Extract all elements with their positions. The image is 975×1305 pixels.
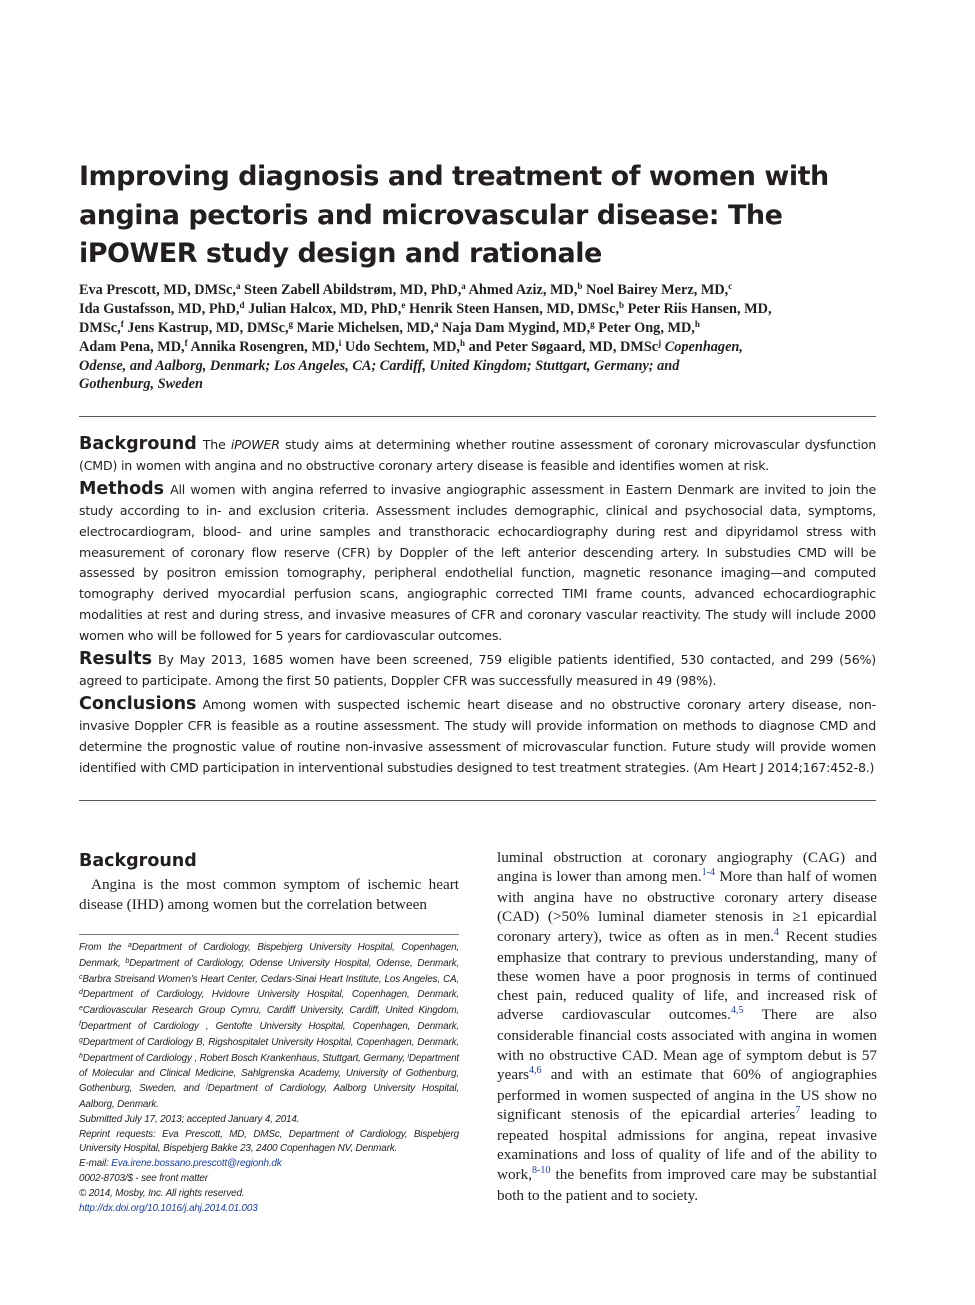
- reference-link[interactable]: 4: [774, 926, 780, 938]
- abstract-methods-heading: Methods: [79, 478, 165, 499]
- affiliation-line-2: Gothenburg, Sweden: [79, 376, 203, 392]
- issn-line: 0002-8703/$ - see front matter: [79, 1172, 208, 1184]
- affiliation-marker: i: [407, 1052, 409, 1060]
- author-line-2: [79, 300, 879, 319]
- abstract-methods: [79, 479, 876, 647]
- email-line: [79, 1157, 459, 1172]
- footnote-text: From the: [79, 942, 129, 953]
- footnote-text: Department of Cardiology, Bispebjerg University Hospital, Copenhagen, Denmark,: [79, 942, 460, 969]
- author-name: Noel Bairey Merz, MD,: [586, 282, 729, 298]
- footnote-text: Department of Cardiology, Odense University Hospital, Odense, Denmark,: [129, 957, 459, 969]
- author-name: Annika Rosengren, MD,: [190, 339, 339, 355]
- affiliation-marker: a: [235, 281, 241, 291]
- abstract-background-heading: Background: [79, 434, 197, 454]
- email-label: E-mail:: [79, 1158, 112, 1170]
- abstract-text: The: [202, 437, 231, 452]
- body-text: the benefits from improved care may be substantial both to the patient and to society.: [497, 1165, 877, 1204]
- author-name: Naja Dam Mygind, MD,: [442, 320, 591, 336]
- body-text: luminal obstruction at coronary angiography (CAG) and angina is lower than among men.: [497, 849, 877, 886]
- reference-link[interactable]: 1-4: [701, 867, 715, 879]
- section-heading-background: Background: [79, 851, 197, 871]
- title-line-3: iPOWER study design and rationale: [79, 238, 602, 269]
- author-line-4: [79, 338, 879, 357]
- body-text: Recent studies emphasize that contrary to previous understanding, many of these women have a poor prognosis in terms of continued chest pain, reduced quality of life, and increased risk of adverse cardiovascular outcomes.: [497, 927, 877, 1024]
- affiliation-marker: a: [461, 281, 466, 291]
- footnote-text: Barbra Streisand Women's Heart Center, Cedars-Sinai Heart Institute, Los Angeles, CA,: [82, 973, 459, 985]
- title-line-1: Improving diagnosis and treatment of women with: [79, 161, 829, 192]
- body-right-column: [497, 848, 877, 1205]
- author-list: [79, 281, 879, 393]
- affiliation-line-1: Odense, and Aalborg, Denmark; Los Angeles, CA; Cardiff, United Kingdom; Stuttgart, Germany; and: [79, 358, 680, 374]
- body-text: leading to repeated hospital admissions for angina, repeat invasive examinations and loss of quality of life and of the ability to work,: [497, 1106, 878, 1183]
- email-link[interactable]: Eva.irene.bossano.prescott@regionh.dk: [111, 1158, 282, 1170]
- abstract-top-rule: [79, 416, 876, 417]
- affiliation-marker: b: [619, 300, 625, 310]
- author-line-3: [79, 319, 879, 338]
- author-name: Eva Prescott, MD, DMSc,: [79, 282, 236, 298]
- footnote-text: Department of Cardiology , Gentofte University Hospital, Copenhagen, Denmark,: [80, 1020, 459, 1032]
- abstract-results: [79, 649, 876, 692]
- footnote-text: Department of Molecular and Clinical Medicine, Sahlgrenska Academy, University of Gothenburg, Gothenburg, Sweden, and: [79, 1052, 459, 1095]
- abstract-conclusions: [79, 694, 876, 779]
- footnotes: [79, 941, 459, 1216]
- body-text: and with an estimate that 60% of angiographies performed in women suspected of angina in the US show no significant stenosis of the epicardial arteries: [497, 1065, 877, 1124]
- body-text: More than half of women with angina have no obstructive coronary artery disease (CAD) (>50% luminal diameter stenosis in ≥1 epicardial coronary artery), twice as often as in men.: [497, 868, 877, 945]
- affiliation-marker: c: [728, 281, 733, 291]
- affiliation-marker: i: [338, 338, 342, 348]
- author-name: Steen Zabell Abildstrøm, MD, PhD,: [244, 282, 462, 298]
- author-name: Ida Gustafsson, MD, PhD,: [79, 301, 240, 317]
- affiliation-marker: g: [590, 319, 595, 329]
- affiliation-marker: g: [288, 319, 294, 329]
- author-line-1: [79, 281, 879, 300]
- affiliations-footnote: [79, 941, 459, 1113]
- affiliation-marker: h: [79, 1052, 83, 1060]
- submitted-date: Submitted July 17, 2013; accepted January 4, 2014.: [79, 1113, 300, 1125]
- reprint-requests: Reprint requests: Eva Prescott, MD, DMSc, Department of Cardiology, Bispebjerg University Hospital, Bispebjerg Bakke 23, 2400 Copenhagen NV, Denmark.: [79, 1128, 459, 1155]
- affiliation-marker: e: [79, 1005, 83, 1013]
- affiliation-marker: b: [125, 957, 130, 965]
- affiliation-marker: h: [694, 319, 700, 329]
- affiliation-text: Copenhagen,: [664, 339, 743, 355]
- affiliation-marker: h: [459, 338, 465, 348]
- affiliation-marker: j: [206, 1083, 208, 1091]
- affiliation-marker: f: [184, 338, 188, 348]
- abstract-bottom-rule: [79, 800, 876, 801]
- author-degree: DMSc,: [79, 320, 121, 336]
- footnote-text: Department of Cardiology B, Rigshospitalet University Hospital, Copenhagen, Denmark,: [82, 1036, 459, 1048]
- reference-link[interactable]: 4,6: [529, 1064, 542, 1076]
- title-line-2: angina pectoris and microvascular disease: The: [79, 199, 783, 231]
- author-name: Peter Riis Hansen, MD,: [627, 301, 772, 317]
- author-name: Adam Pena, MD,: [79, 339, 185, 355]
- reference-link[interactable]: 7: [795, 1105, 801, 1117]
- body-left-column: Angina is the most common symptom of ischemic heart disease (IHD) among women but the correlation between: [79, 876, 459, 913]
- footnote-text: Cardiovascular Research Group Cymru, Cardiff University, Cardiff, United Kingdom,: [82, 1005, 459, 1017]
- footnote-text: Department of Cardiology, Hvidovre University Hospital, Copenhagen, Denmark,: [82, 989, 459, 1001]
- affiliation-marker: a: [128, 942, 132, 949]
- abstract-conclusions-heading: Conclusions: [79, 693, 197, 714]
- abstract-text: Among women with suspected ischemic heart disease and no obstructive coronary artery disease, non-invasive Doppler CFR is feasible as a routine assessment. The study will provide information on methods to diagnose CMD and determine the prognostic value of routine non-invasive assessment of microvascular function. Future study will provide women identified with CMD participation in interventional substudies designed to test treatment strategies. (Am Heart J 2014;167:452-8.): [79, 696, 876, 775]
- footnote-rule: [79, 934, 459, 935]
- affiliation-marker: g: [79, 1036, 83, 1044]
- doi-link[interactable]: http://dx.doi.org/10.1016/j.ahj.2014.01.003: [79, 1202, 258, 1214]
- abstract-results-heading: Results: [79, 649, 152, 670]
- body-text: There are also considerable financial costs associated with angina in women with no obstructive CAD. Mean age of symptom debut is 57 years: [497, 1006, 877, 1083]
- reference-link[interactable]: 8-10: [532, 1164, 551, 1176]
- author-name: Henrik Steen Hansen, MD, DMSc,: [408, 301, 620, 317]
- abstract-background: [79, 434, 876, 477]
- author-name: Julian Halcox, MD, PhD,: [248, 301, 402, 317]
- abstract-text: All women with angina referred to invasive angiographic assessment in Eastern Denmark are invited to join the study according to in- and exclusion criteria. Assessment includes demographic, clinical and psychosocial data, symptoms, electrocardiogram, blood- and urine samples and transthoracic echocardiography during rest and dipyridamol stress with measurement of coronary flow reserve (CFR) by Doppler of the left anterior descending artery. In substudies CMD will be assessed by positron emission tomography, peripheral endothelial function, magnetic resonance imaging—and computed tomography derived myocardial perfusion scans, angiographic corrected TIMI frame counts, advanced echocardiographic modalities at rest and during stress, and invasive measures of CFR and coronary vascular reactivity. The study will include 2000 women who will be followed for 5 years for cardiovascular outcomes.: [79, 481, 876, 644]
- affiliation-marker: d: [239, 300, 245, 310]
- abstract-text: study aims at determining whether routine assessment of coronary microvascular dysfunction (CMD) in women with angina and no obstructive coronary artery disease is feasible and identifies women at risk.: [79, 437, 876, 473]
- footnote-text: Department of Cardiology, Aalborg University Hospital, Aalborg, Denmark.: [79, 1083, 460, 1110]
- study-name: iPOWER: [230, 437, 280, 452]
- author-name: Udo Sechtem, MD,: [344, 339, 460, 355]
- author-name: Ahmed Aziz, MD,: [468, 282, 578, 298]
- author-name: Jens Kastrup, MD, DMSc,: [127, 320, 289, 336]
- author-name: and Peter Søgaard, MD, DMSc: [468, 339, 659, 355]
- affiliation-marker: j: [658, 338, 662, 348]
- footnote-text: Department of Cardiology , Robert Bosch Krankenhaus, Stuttgart, Germany,: [82, 1052, 408, 1064]
- affiliation-marker: d: [79, 989, 83, 997]
- abstract: [79, 434, 876, 781]
- affiliation-marker: e: [401, 300, 406, 310]
- affiliation-marker: b: [577, 281, 583, 291]
- reference-link[interactable]: 4,5: [730, 1005, 744, 1017]
- author-name: Peter Ong, MD,: [598, 320, 695, 336]
- abstract-text: By May 2013, 1685 women have been screened, 759 eligible patients identified, 530 contacted, and 299 (56%) agreed to participate. Among the first 50 patients, Doppler CFR was successfully measured in 49 (98%).: [79, 652, 876, 688]
- article-title: [79, 158, 879, 274]
- copyright-line: © 2014, Mosby, Inc. All rights reserved.: [79, 1187, 245, 1199]
- affiliation-marker: c: [79, 973, 83, 981]
- author-name: Marie Michelsen, MD,: [296, 320, 434, 336]
- affiliation-marker: f: [79, 1020, 81, 1028]
- affiliation-marker: f: [120, 319, 124, 329]
- affiliation-marker: a: [433, 319, 439, 329]
